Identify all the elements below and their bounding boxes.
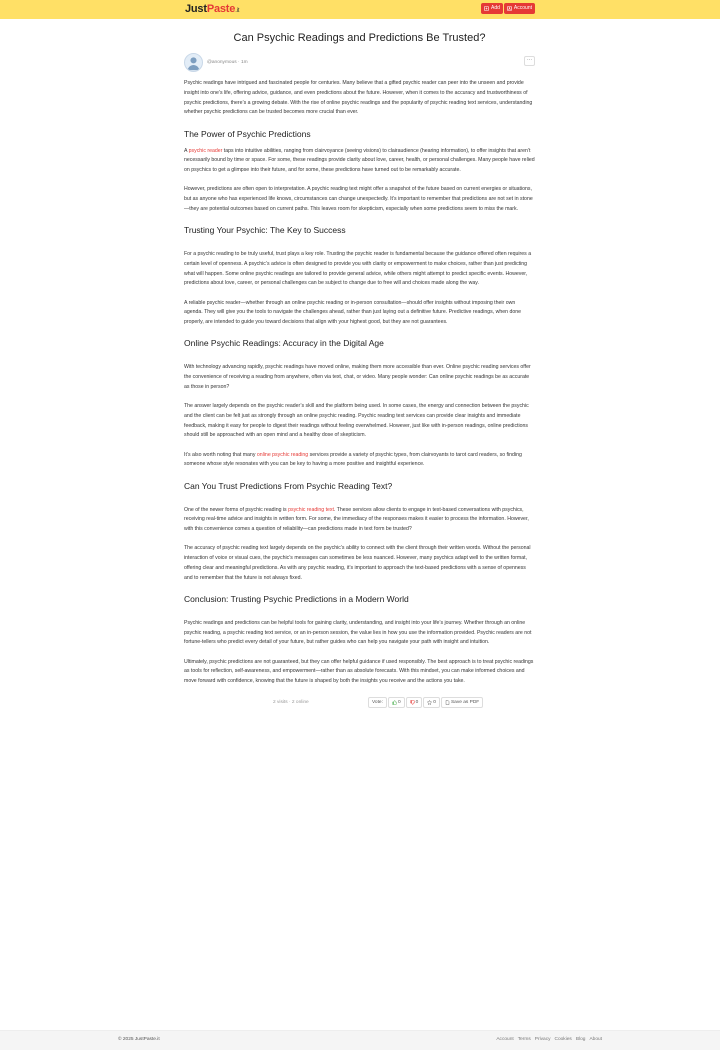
top-actions [481,3,535,14]
author-row [184,53,535,73]
vote-label: Vote: [368,697,387,708]
paragraph: It’s also worth noting that many online psychic reading services provide a variety of psychic types, from clairvoyants to tarot card readers, so finding someone whose style resonates with you can be key to having a more positive and insightful experience. [184,451,522,468]
paragraph: One of the newer forms of psychic reading is psychic reading text. These services allow clients to engage in text-based conversations with psychics, receiving real-time advice and insights in written form. For some, the immediacy of the responses makes it easier to process the information. However, with this convenience comes a question of reliability—can predictions made in text form be trusted? [184,506,529,532]
online-psychic-reading-link[interactable]: online psychic reading [256,451,309,458]
logo-text-accent: Paste [206,3,236,15]
section-heading: Trusting Your Psychic: The Key to Success [184,225,346,235]
add-button[interactable] [481,3,503,14]
author-name[interactable]: @anonymous [207,60,237,65]
account-button[interactable] [504,3,535,14]
psychic-reading-text-link[interactable]: psychic reading text [288,506,334,513]
author-meta: @anonymous · 1m [207,60,248,65]
footer-link-privacy[interactable]: Privacy [534,1037,551,1042]
pdf-icon [445,700,450,705]
more-options-button[interactable]: ··· [524,56,535,66]
add-icon [484,6,489,11]
paragraph: With technology advancing rapidly, psychic readings have moved online, making them more accessible than ever. Online psychic reading services offer the convenience of receiving a reading from anywhere, often via text, chat, or video. Many people wonder: Can online psychic readings be as accurate as those in person? [184,364,531,390]
save-as-pdf-label: Save as PDF [450,699,480,705]
visit-stats: 2 visits · 2 online [273,699,309,705]
paragraph: The answer largely depends on the psychic reader’s skill and the platform being used. In some cases, the energy and connection between the psychic and the client can be felt just as strongly through an online psychic reading. Psychic reading text services can provide clear insights and immediate feedback, making it easy for people to digest their readings without feeling overwhelmed. However, just like with in-person readings, online predictions should still be approached with an open mind and a healthy dose of skepticism. [184,403,529,439]
footer-link-terms[interactable]: Terms [517,1037,531,1042]
add-button-label: Add [491,5,500,11]
favorite-count: 0 [433,699,436,705]
paragraph: However, predictions are often open to interpretation. A psychic reading text might offer a snapshot of the future based on current energies or situations, but as anyone who has experienced life knows, circumstances can change unexpectedly. It’s important to remember that predictions are not set in stone—they are potential outcomes based on current paths. This leaves room for skepticism, especially when some predictions seem to miss the mark. [184,186,533,212]
avatar[interactable] [184,53,203,72]
copyright: © 2025 JustPaste.it [118,1037,160,1042]
account-button-label: Account [513,5,532,11]
upvote-button[interactable] [388,697,405,708]
article [184,19,535,709]
save-as-pdf-button[interactable] [441,697,483,708]
page-title: Can Psychic Readings and Predictions Be Trusted? [233,32,486,44]
intro-paragraph: Psychic readings have intrigued and fascinated people for centuries. Many believe that a gifted psychic reader can peer into the unseen and provide insight into one’s life, offering advice, guidance, and even predictions about the future. However, when it comes to the accuracy and trustworthiness of psychic predictions, there’s a growing debate. With the rise of online psychic readings and the popularity of psychic reading text services, understanding whether psychic predictions can be trusted becomes more crucial than ever. [184,80,533,116]
logo-text-main: Just [185,3,207,15]
post-time: 1m [240,60,248,65]
downvote-button[interactable] [406,697,423,708]
paragraph: The accuracy of psychic reading text largely depends on the psychic’s ability to connect with the client through their written words. Without the personal interaction of voice or visual cues, the psychic’s messages can sometimes be less nuanced. However, many psychics adapt well to the written format, offering clear and meaningful predictions. As with any psychic reading, it’s important to approach the text-based predictions with a sense of openness and to remember that the future is not always fixed. [184,545,531,581]
paragraph: For a psychic reading to be truly useful, trust plays a key role. Trusting the psychic reader is fundamental because the guidance offered often requires a certain level of openness. A psychic’s advice is often designed to provide you with clarity or empowerment to make choices, rather than just predicting what will happen. Some online psychic readings are tailored to provide general advice, while others might attempt to predict specific events. However, predictions about love, career, or personal challenges can be subject to change due to free will and choices made along the way. [184,251,532,287]
paragraph: A reliable psychic reader—whether through an online psychic reading or in-person consultation—should offer insights without imposing their own agenda. They will give you the tools to navigate the challenges ahead, rather than just laying out a definitive future. Predictive readings, when done properly, are intended to guide you toward decisions that align with your highest good, but they are not guarantees. [184,299,522,325]
paragraph: Ultimately, psychic predictions are not guaranteed, but they can offer helpful guidance if used responsibly. The best approach is to treat psychic readings as tools for reflection, self-awareness, and empowerment—rather than as absolute forecasts. With this mindset, you can make informed choices and move forward with confidence, knowing that the future is shaped by both the insights you receive and the actions you take. [184,658,534,684]
thumbs-down-icon [410,700,415,705]
psychic-reader-link[interactable]: psychic reader [188,147,223,154]
favorite-button[interactable] [423,697,440,708]
user-icon [507,6,512,11]
footer-link-account[interactable]: Account [496,1037,514,1042]
footer-link-cookies[interactable]: Cookies [554,1037,572,1042]
section-heading: Conclusion: Trusting Psychic Predictions in a Modern World [184,593,409,604]
downvote-count: 0 [415,699,419,705]
section-heading: The Power of Psychic Predictions [184,128,311,139]
footer [0,1030,720,1050]
logo-tld: .it [235,8,240,14]
upvote-count: 0 [397,699,401,705]
vote-group [368,697,483,708]
avatar-icon [185,54,202,71]
star-icon [427,700,432,705]
thumbs-up-icon [392,700,397,705]
top-bar [0,0,720,19]
footer-link-blog[interactable]: Blog [575,1037,586,1042]
section-heading: Can You Trust Predictions From Psychic Reading Text? [184,480,393,491]
paragraph: Psychic readings and predictions can be helpful tools for gaining clarity, understanding, and insight into your life’s journey. Whether through an online psychic reading, a psychic reading text service, or an in-person session, the value lies in how you use the information provided. Psychic readers are not fortune-tellers who predict every detail of your future, but rather guides who can help you navigate your path with insight and intuition. [184,619,532,646]
footer-links [496,1037,602,1042]
stats-row [184,697,535,709]
logo[interactable] [185,3,239,15]
footer-link-about[interactable]: About [589,1037,602,1042]
paragraph: A psychic reader taps into intuitive abilities, ranging from clairvoyance (seeing visions) to clairaudience (hearing information), to offer insights that aren’t necessarily bound by time or space. For some, these readings provide clarity about love, career, health, or personal challenges. Many people have relied on psychics to get a glimpse into their future, and for some, these predictions have turned out to be remarkably accurate. [184,147,535,173]
section-heading: Online Psychic Readings: Accuracy in the Digital Age [184,338,384,349]
